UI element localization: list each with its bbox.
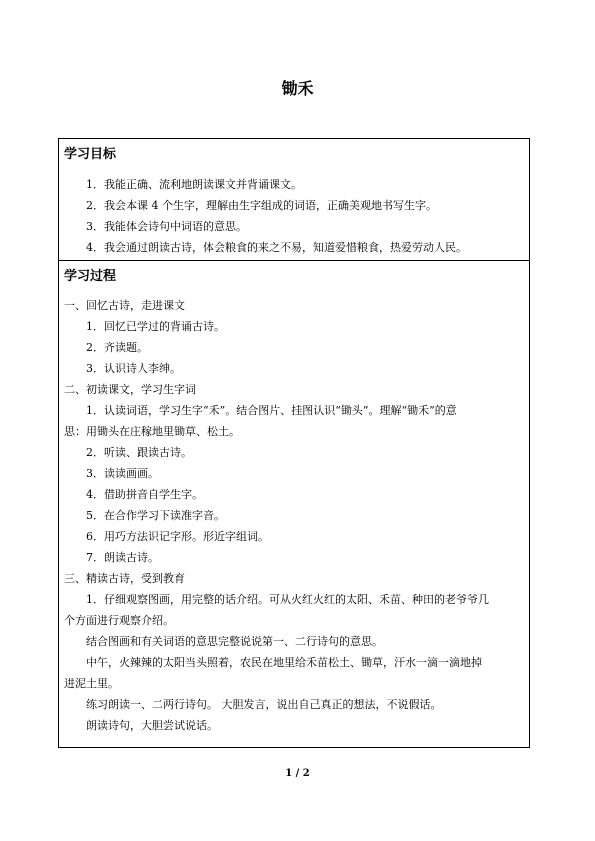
goal-item: 4．我会通过朗读古诗，体会粮食的来之不易，知道爱惜粮食，热爱劳动人民。	[86, 241, 467, 254]
process-paragraph-continuation: 进泥土里。	[64, 677, 119, 690]
process-step: 6．用巧方法识记字形。形近字组词。	[86, 530, 269, 543]
process-step: 5．在合作学习下读准字音。	[86, 509, 225, 522]
learning-goals-list	[59, 174, 529, 258]
process-paragraph: 朗读诗句，大胆尝试说话。	[86, 719, 218, 732]
process-paragraph: 结合图画和有关词语的意思完整说说第一、二行诗句的意思。	[86, 635, 383, 648]
process-paragraph: 练习朗读一、二两行诗句。 大胆发言，说出自己真正的想法，不说假话。	[86, 698, 442, 711]
process-step: 1．认读词语，学习生字“禾”。结合图片、挂图认识“锄头”。理解“锄禾”的意	[86, 404, 457, 417]
process-step: 3．认识诗人李绅。	[86, 362, 181, 375]
process-step: 1．仔细观察图画，用完整的话介绍。可从火红火红的太阳、禾苗、种田的老爷爷几	[86, 593, 489, 606]
lesson-table	[58, 138, 530, 748]
goal-item: 1．我能正确、流利地朗读课文并背诵课文。	[86, 178, 302, 191]
process-step: 2．齐读题。	[86, 341, 148, 354]
process-section-heading: 三、精读古诗，受到教育	[64, 572, 185, 585]
learning-process-section	[59, 261, 529, 747]
learning-process-body	[59, 295, 529, 736]
process-paragraph: 中午，火辣辣的太阳当头照着，农民在地里给禾苗松土、锄草，汗水一滴一滴地掉	[86, 656, 482, 669]
learning-process-heading: 学习过程	[64, 269, 117, 284]
process-step-continuation: 思：用锄头在庄稼地里锄草、松土。	[64, 425, 240, 438]
process-step: 2．听读、跟读古诗。	[86, 446, 192, 459]
process-section-heading: 一、回忆古诗，走进课文	[64, 299, 185, 312]
goal-item: 3．我能体会诗句中词语的意思。	[86, 220, 247, 233]
process-step: 1．回忆已学过的背诵古诗。	[86, 320, 225, 333]
learning-goals-section	[59, 139, 529, 261]
page-number: 1 / 2	[285, 768, 310, 779]
goal-item: 2．我会本课 4 个生字，理解由生字组成的词语，正确美观地书写生字。	[86, 199, 437, 212]
process-step: 3．读读画画。	[86, 467, 159, 480]
learning-goals-heading: 学习目标	[64, 147, 117, 162]
process-step: 4．借助拼音自学生字。	[86, 488, 203, 501]
process-step: 7．朗读古诗。	[86, 551, 159, 564]
document-title: 锄禾	[281, 79, 314, 98]
process-step-continuation: 个方面进行观察介绍。	[64, 614, 174, 627]
process-section-heading: 二、初读课文，学习生字词	[64, 383, 196, 396]
